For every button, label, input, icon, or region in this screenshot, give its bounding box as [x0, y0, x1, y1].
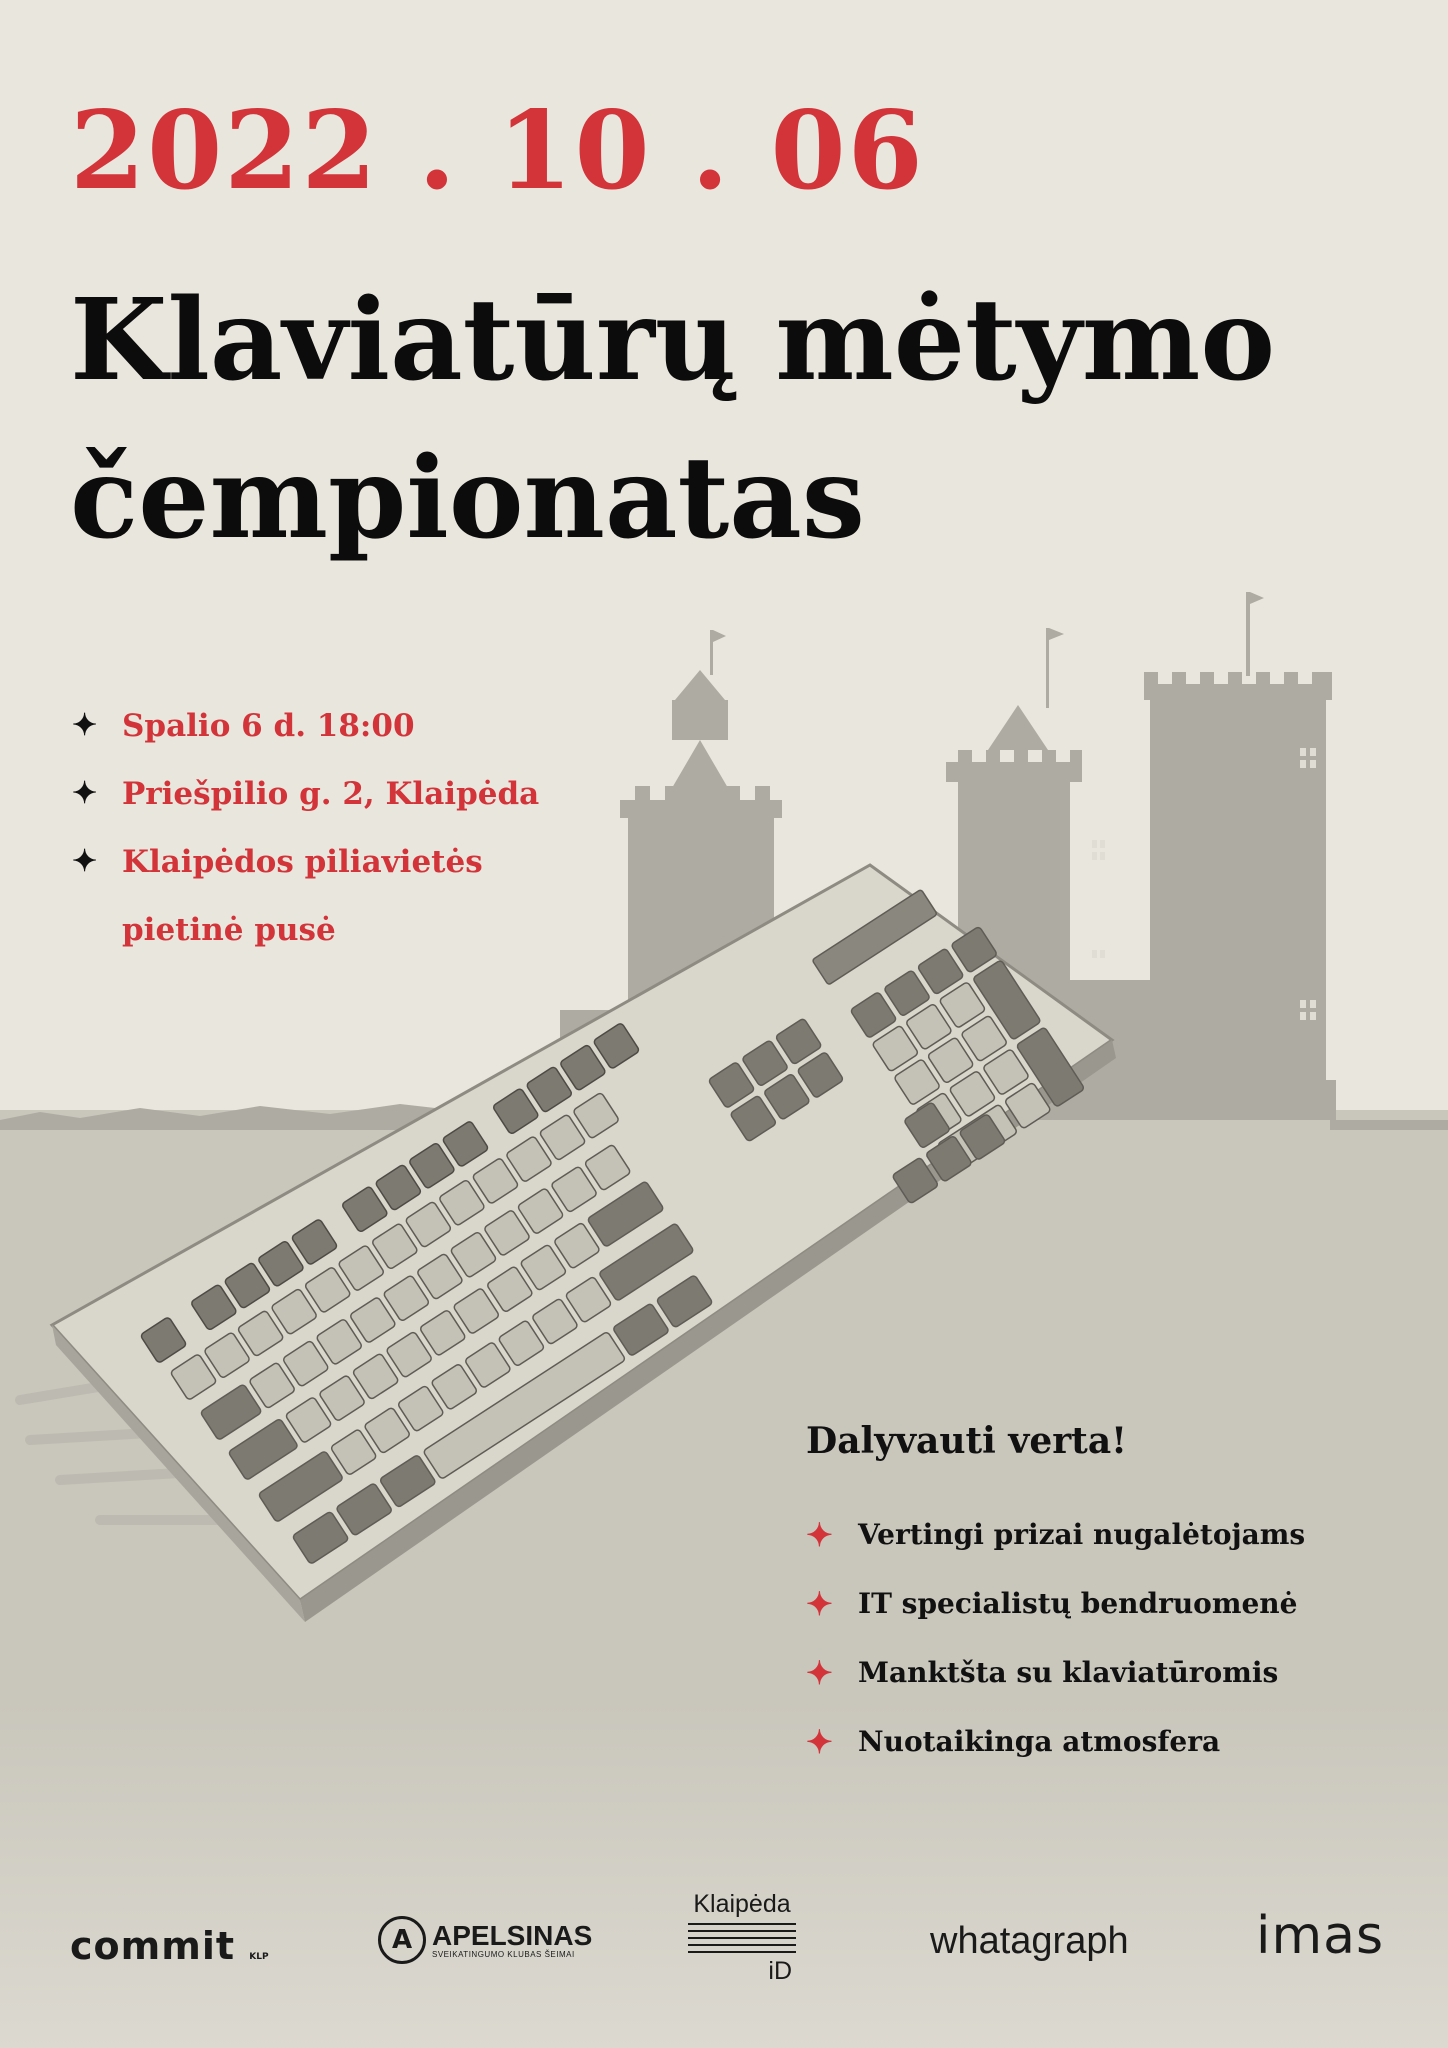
poster-title	[70, 262, 1430, 578]
info-text: Spalio 6 d. 18:00	[122, 708, 415, 744]
sponsor-logos	[0, 1890, 1448, 2000]
info-item-address	[72, 760, 592, 828]
apelsinas-logo	[378, 1916, 592, 1964]
info-item-place	[72, 828, 592, 896]
benefit-item	[806, 1500, 1406, 1569]
benefit-text: Nuotaikinga atmosfera	[858, 1725, 1221, 1758]
benefit-text: IT specialistų bendruomenė	[858, 1587, 1298, 1620]
klaipeda-logo-text: Klaipėda	[693, 1890, 791, 1918]
info-text: Priešpilio g. 2, Klaipėda	[122, 776, 540, 812]
commit-logo	[70, 1924, 269, 1968]
sparkle-icon: ✦	[72, 708, 98, 743]
apelsinas-logo-subtext: SVEIKATINGUMO KLUBAS ŠEIMAI	[432, 1949, 575, 1959]
sparkle-icon: ✦	[806, 1653, 833, 1692]
sparkle-icon: ✦	[806, 1515, 833, 1554]
benefit-text: Vertingi prizai nugalėtojams	[858, 1518, 1306, 1551]
klaipeda-id-logo	[688, 1890, 796, 1986]
event-date: 2022 . 10 . 06	[70, 88, 925, 214]
apelsinas-logo-text: APELSINAS	[432, 1919, 593, 1951]
benefit-item	[806, 1707, 1406, 1776]
apelsinas-mark-icon: A	[378, 1916, 426, 1964]
benefit-text: Manktšta su klaviatūromis	[858, 1656, 1279, 1689]
info-text: pietinė pusė	[122, 912, 336, 948]
sparkle-icon: ✦	[72, 844, 98, 879]
imas-logo: imas	[1256, 1906, 1385, 1966]
commit-logo-suffix: KLP	[249, 1952, 269, 1962]
info-item-time	[72, 692, 592, 760]
info-text: Klaipėdos piliavietės	[122, 844, 483, 880]
commit-logo-text: commit	[70, 1924, 236, 1968]
event-info-list	[72, 692, 592, 964]
sparkle-icon: ✦	[72, 776, 98, 811]
sparkle-icon: ✦	[806, 1722, 833, 1761]
benefit-item	[806, 1638, 1406, 1707]
title-line-2: čempionatas	[70, 433, 865, 564]
title-line-1: Klaviatūrų mėtymo	[70, 275, 1276, 406]
whatagraph-logo: whatagraph	[930, 1920, 1129, 1962]
sparkle-icon: ✦	[806, 1584, 833, 1623]
benefits-section	[806, 1420, 1406, 1776]
benefit-item	[806, 1569, 1406, 1638]
klaipeda-logo-id: iD	[768, 1957, 792, 1985]
benefits-heading: Dalyvauti verta!	[806, 1420, 1127, 1462]
klaipeda-lines-icon	[688, 1923, 796, 1953]
info-item-place-cont	[72, 896, 592, 964]
